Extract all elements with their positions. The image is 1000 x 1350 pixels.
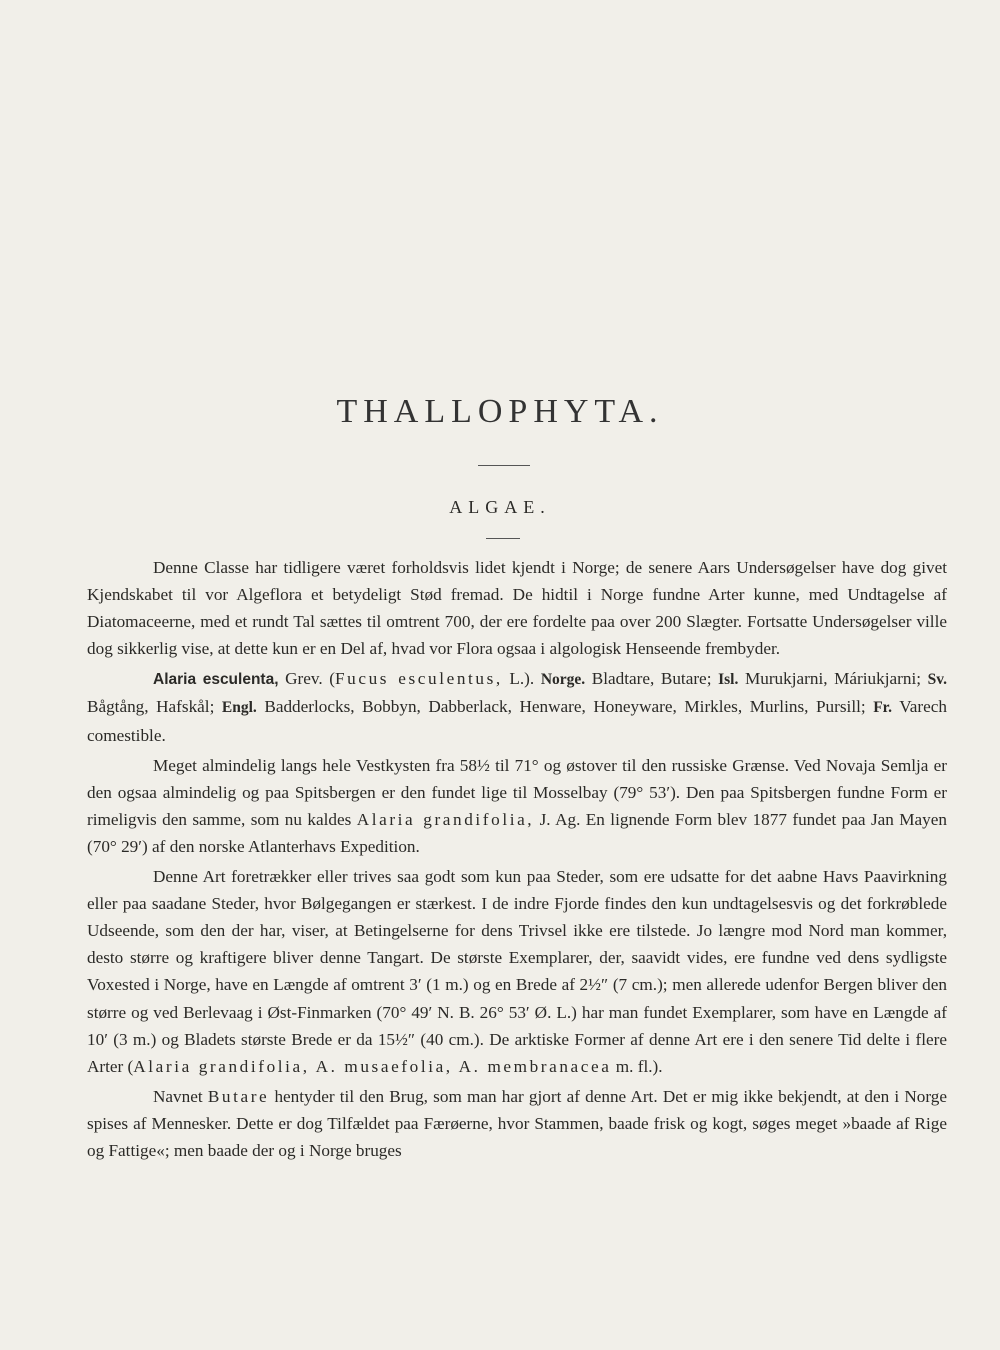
text-run: J. Ag. En lignende Form blev 1877 fundet paa Jan Mayen (70° 29′) af den norske Atlanterhavs Expedition. xyxy=(87,809,947,856)
species-author: Grev. ( xyxy=(278,669,335,689)
names-england: Badderlocks, Bobbyn, Dabberlack, Henware, Honeyware, Mirkles, Murlins, Pursill; xyxy=(256,697,874,717)
text-run: hentyder til den Brug, som man har gjort af denne Art. Det er mig ikke bekjendt, at den i Norge spises af Mennesker. Dette er dog Tilfældet paa Færøerne, hvor Stammen, baade frisk og kogt, søges meget »baade af Rige og Fattige«; men baade der og i Norge bruges xyxy=(87,1086,947,1160)
language-france: Fr. xyxy=(873,699,893,717)
text-run: Meget almindelig langs hele Vestkysten fra 58½ til 71° og østover til den russiske Grænse. Ved Novaja Semlja er den ogsaa almindelig og paa Spitsbergen er den fundet lige til Mosselbay (79° 53′). Den paa Spitsbergen fundne Form er rimeligvis den samme, som nu kaldes xyxy=(87,755,947,829)
paragraph-name-origin xyxy=(87,1083,947,1164)
divider xyxy=(486,538,520,539)
names-iceland: Murukjarni, Máriukjarni; xyxy=(738,669,928,689)
paragraph-intro: Denne Classe har tidligere været forholdsvis lidet kjendt i Norge; de senere Aars Undersøgelser have dog givet Kjendskabet til vor Algeflora et betydeligt Stød fremad. De hidtil i Norge fundne Arter kunne, med Undtagelse af Diatomaceerne, med et rundt Tal sættes til omtrent 700, der ere fordelte paa over 200 Slægter. Fortsatte Undersøgelser ville dog sikkerlig vise, at dette kun er en Del af, hvad vor Flora ogsaa i algologisk Henseende frembyder. xyxy=(87,558,947,659)
names-france: Varech comestible. xyxy=(87,697,947,745)
text-run: Denne Art foretrækker eller trives saa godt som kun paa Steder, som ere udsatte for det aabne Havs Paavirkning eller paa saadane Steder, hvor Bølgegangen er stærkest. I de indre Fjorde findes den kun undtagelsesvis og det forkrøblede Udseende, som den der har, viser, at Betingelserne for dens Trivsel ikke ere tilstede. Jo længre mod Nord man kommer, desto større og kraftigere bliver denne Tangart. De største Exemplarer, der, saavidt vides, ere fundne ved dens sydligste Voxested i Norge, have en Længde af omtrent 3′ (1 m.) og en Brede af 2½″ (7 cm.); men allerede udenfor Bergen bliver den større og ved Berlevaag i Øst-Finmarken (70° 49′ N. B. 26° 53′ Ø. L.) har man fundet Exemplarer, som have en Længde af 10′ (3 m.) og Bladets største Brede er da 15½″ (40 cm.). De arktiske Former af denne Art ere i den senere Tid delte i flere Arter ( xyxy=(87,867,947,1076)
text-run: Navnet xyxy=(153,1086,208,1106)
names-sweden: Bågtång, Hafskål; xyxy=(87,697,222,717)
body-text xyxy=(87,554,947,1164)
text-run: m. fl.). xyxy=(611,1056,663,1076)
species-synonym: Fucus esculentus, xyxy=(335,669,503,689)
language-sweden: Sv. xyxy=(927,671,947,689)
species-reference: Alaria grandifolia, A. musaefolia, A. membranacea xyxy=(133,1056,612,1076)
local-name: Butare xyxy=(207,1086,270,1106)
paragraph-species xyxy=(87,665,947,748)
names-norway: Bladtare, Butare; xyxy=(585,669,719,689)
page-title: THALLOPHYTA. xyxy=(336,393,664,430)
language-norway: Norge. xyxy=(540,671,586,689)
language-iceland: Isl. xyxy=(718,671,739,689)
section-subtitle: ALGAE. xyxy=(449,497,551,517)
divider xyxy=(478,465,530,466)
language-england: Engl. xyxy=(221,699,257,717)
species-name: Alaria esculenta, xyxy=(153,671,279,689)
synonym-author: L.). xyxy=(502,669,541,689)
paragraph-habitat xyxy=(87,863,947,1080)
species-reference: Alaria grandifolia, xyxy=(356,809,535,829)
paragraph-distribution xyxy=(87,752,947,860)
